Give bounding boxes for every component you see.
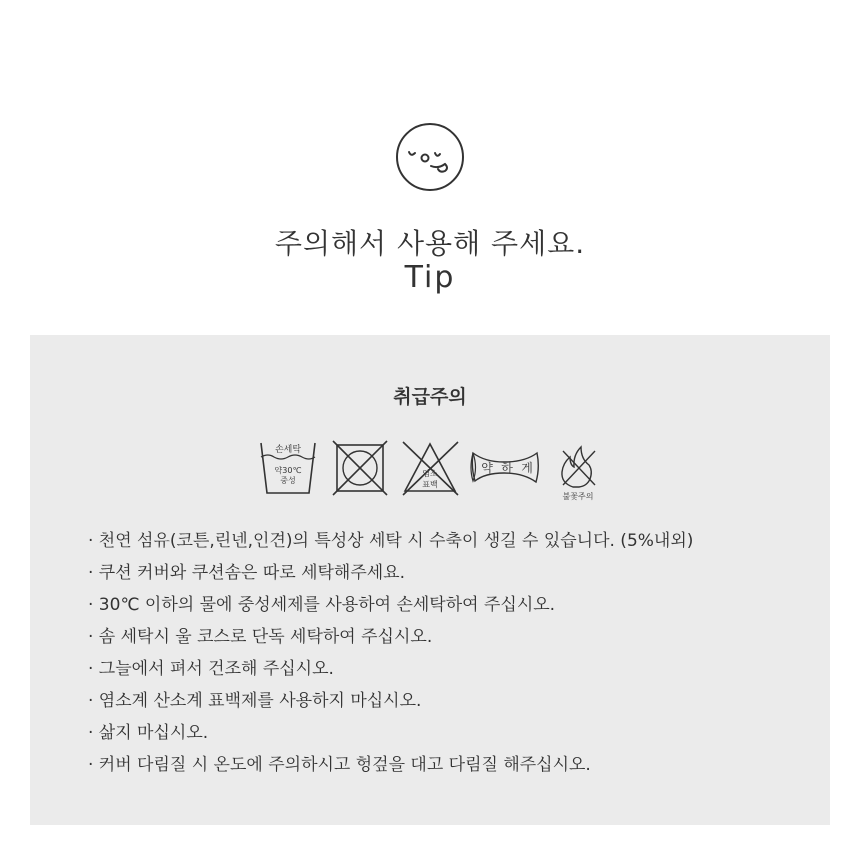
gentle-wring-icon: [471, 453, 538, 482]
care-panel: [30, 335, 830, 825]
fire-caution-icon: [562, 447, 595, 501]
hand-wash-icon: [261, 443, 315, 493]
no-bleach-icon: [403, 442, 458, 495]
hand-wash-temp: 약30℃: [274, 466, 302, 475]
page-title: 주의해서 사용해 주세요.: [274, 227, 586, 260]
list-item: · 삶지 마십시오.: [88, 723, 209, 743]
care-heading: 취급주의: [393, 386, 467, 408]
wring-label-3: 게: [521, 461, 533, 475]
smiley-face-icon: [394, 121, 466, 193]
list-item: · 커버 다림질 시 온도에 주의하시고 헝겊을 대고 다림질 해주십시오.: [88, 755, 591, 775]
care-symbols: [259, 435, 604, 505]
hand-wash-detergent: 중성: [280, 476, 296, 485]
fire-label: 불꽃주의: [562, 492, 594, 501]
list-item: · 염소계 산소계 표백제를 사용하지 마십시오.: [88, 691, 422, 711]
list-item: · 쿠션 커버와 쿠션솜은 따로 세탁해주세요.: [88, 563, 406, 583]
wring-label-2: 하: [501, 461, 513, 475]
list-item: · 그늘에서 펴서 건조해 주십시오.: [88, 659, 334, 679]
wring-label-1: 약: [481, 461, 493, 475]
bleach-label-2: 표백: [422, 480, 438, 489]
list-item: · 솜 세탁시 울 코스로 단독 세탁하여 주십시오.: [88, 627, 433, 647]
list-item: · 천연 섬유(코튼,린넨,인견)의 특성상 세탁 시 수축이 생길 수 있습니다. (5%내외): [88, 531, 694, 551]
care-instructions: [88, 525, 693, 781]
list-item: · 30℃ 이하의 물에 중성세제를 사용하여 손세탁하여 주십시오.: [88, 595, 556, 615]
page-subtitle: Tip: [404, 260, 456, 295]
bleach-label: 염소: [422, 469, 438, 478]
hand-wash-label: 손세탁: [274, 445, 302, 455]
no-tumble-dry-icon: [333, 441, 387, 495]
